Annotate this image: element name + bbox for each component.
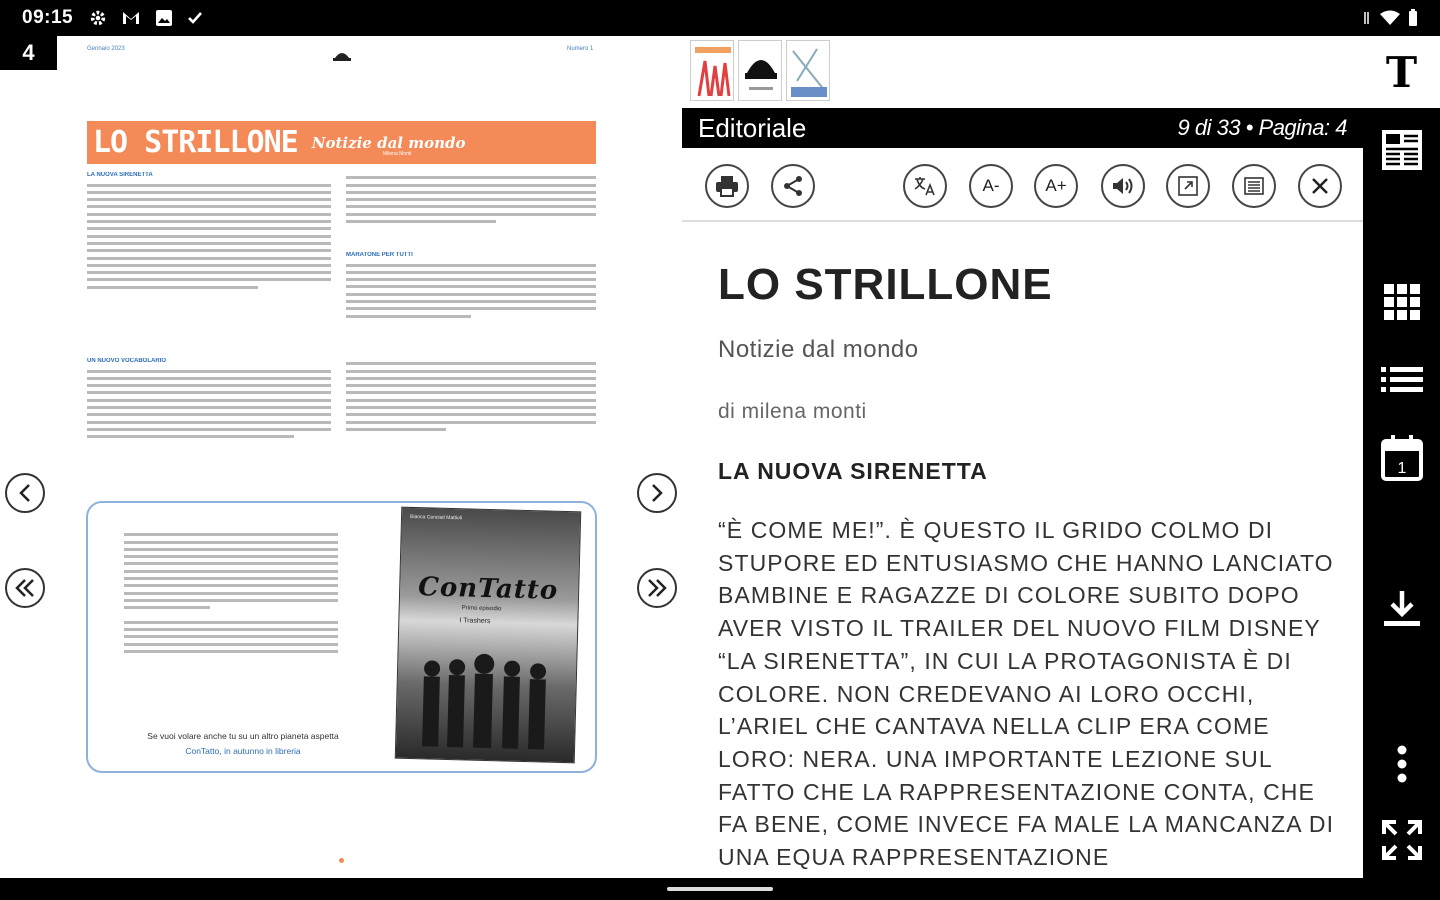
list-icon [1381,365,1423,395]
print-icon [715,175,739,197]
calendar-button[interactable] [1380,434,1424,482]
double-chevron-right-icon [646,578,668,598]
wifi-icon [1380,10,1400,26]
gesture-handle[interactable] [667,887,773,891]
right-sidebar [1363,36,1440,878]
book-subtitle: Primo episodio [461,605,502,613]
data-arrows-icon [1362,10,1372,26]
reader-header [682,108,1363,148]
chevron-right-icon [650,483,664,503]
article-column-2 [346,172,596,248]
close-icon [1310,176,1330,196]
fullscreen-article-button[interactable] [1166,164,1210,208]
article-column-1 [87,172,331,337]
strillone-banner [87,121,596,164]
thumbnail-3[interactable] [786,40,830,101]
first-page-button[interactable] [5,568,45,608]
grid-icon [1383,283,1421,321]
promo-text [124,529,338,689]
magazine-page[interactable] [0,36,682,878]
banner-subtitle: Notizie dal mondo [311,133,466,152]
book-author: Bianca Cenciati Mattioli [409,513,463,522]
position-info: 9 di 33 • Pagina: 4 [1177,115,1347,140]
font-decrease-label: A- [982,176,1000,195]
article-title: LO STRILLONE [718,260,1053,309]
status-bar [0,0,1440,36]
article-body: “È COME ME!”. È QUESTO IL GRIDO COLMO DI STUPORE ED ENTUSIASMO CHE HANNO LANCIATO BAMBINE E RAGAZZE DI COLORE SUBITO DOPO AVER VISTO IL TRAILER DEL NUOVO FILM DISNEY “LA SIRENETTA”, IN CUI LA PROTAGONISTA È DI COLORE. NON CREDEVANO AI LORO OCCHI, L’ARIEL CHE CANTAVA NELLA CLIP ERA COME LORO: NERA. UNA IMPORTANTE LEZIONE SUL FATTO CHE LA RAPPRESENTAZIONE CONTA, CHE FA BENE, COME INVECE FA MALE LA MANCANZA DI UNA EQUA RAPPRESENTAZIONE [718,517,1335,871]
book-title: ConTatto [417,572,559,606]
article-column-2c [346,358,596,458]
column-heading: LA NUOVA SIRENETTA [87,172,153,178]
article-subtitle: Notizie dal mondo [718,336,919,363]
book-promo-box [86,501,597,773]
more-options-button[interactable] [1380,742,1424,786]
more-vert-icon [1397,745,1407,783]
battery-icon [1408,9,1418,27]
article-content [718,222,1338,878]
book-figures-illustration [410,648,563,752]
article-column-3 [87,358,331,458]
chevron-left-icon [18,483,32,503]
thumbnail-1[interactable] [690,40,734,101]
column-heading: UN NUOVO VOCABOLARIO [87,358,167,364]
article-heading: LA NUOVA SIRENETTA [718,458,988,484]
download-icon [1382,588,1422,628]
book-series: I Trashers [459,617,491,626]
article-view-button[interactable] [1380,128,1424,172]
print-button[interactable] [705,164,749,208]
table-of-contents-button[interactable] [1380,358,1424,402]
article-reader [682,36,1363,878]
section-title: Editoriale [698,112,807,143]
page-indicator-dot [339,858,344,863]
page-view-button[interactable] [1232,164,1276,208]
article-author: di milena monti [718,400,867,423]
article-column-2b [346,252,596,344]
double-chevron-left-icon [14,578,36,598]
column-heading: MARATONE PER TUTTI [346,252,413,258]
translate-icon [913,175,937,197]
fullscreen-button[interactable] [1380,818,1424,862]
fullscreen-icon [1380,818,1424,862]
magazine-issue: Numero 1 [567,46,594,52]
text-style-button[interactable] [1363,36,1440,108]
promo-footer [108,729,378,759]
reader-toolbar [682,148,1363,222]
banner-author: Milena Monti [383,151,412,157]
book-cover [395,507,582,764]
page-number-badge: 4 [0,36,57,70]
font-increase-button[interactable] [1034,164,1078,208]
last-page-button[interactable] [637,568,677,608]
close-reader-button[interactable] [1298,164,1342,208]
calendar-icon [1381,435,1423,481]
newspaper-icon [1243,175,1265,197]
promo-footer-text: Se vuoi volare anche tu su un altro pianeta aspetta [147,731,339,741]
photo-icon [155,9,173,27]
font-decrease-button[interactable] [969,164,1013,208]
page-thumbnails [690,40,830,101]
next-page-button[interactable] [637,473,677,513]
speaker-icon [1111,175,1135,197]
share-icon [782,175,804,197]
article-layout-icon [1380,128,1424,172]
check-icon [187,11,203,25]
status-time: 09:15 [22,7,74,28]
thumbnail-2[interactable] [738,40,782,101]
calendar-day: 1 [1397,460,1407,477]
download-button[interactable] [1380,586,1424,630]
share-button[interactable] [771,164,815,208]
grid-view-button[interactable] [1380,280,1424,324]
magazine-logo-icon [331,46,353,66]
read-aloud-button[interactable] [1101,164,1145,208]
font-increase-label: A+ [1045,176,1067,195]
text-style-label: T [1385,47,1418,97]
promo-footer-link[interactable]: ConTatto, in autunno in libreria [185,746,301,756]
banner-title: LO STRILLONE [93,125,298,160]
translate-button[interactable] [903,164,947,208]
expand-icon [1177,175,1199,197]
magazine-date: Gennaio 2023 [87,46,125,52]
previous-page-button[interactable] [5,473,45,513]
gmail-icon [121,10,141,26]
settings-icon [89,9,107,27]
